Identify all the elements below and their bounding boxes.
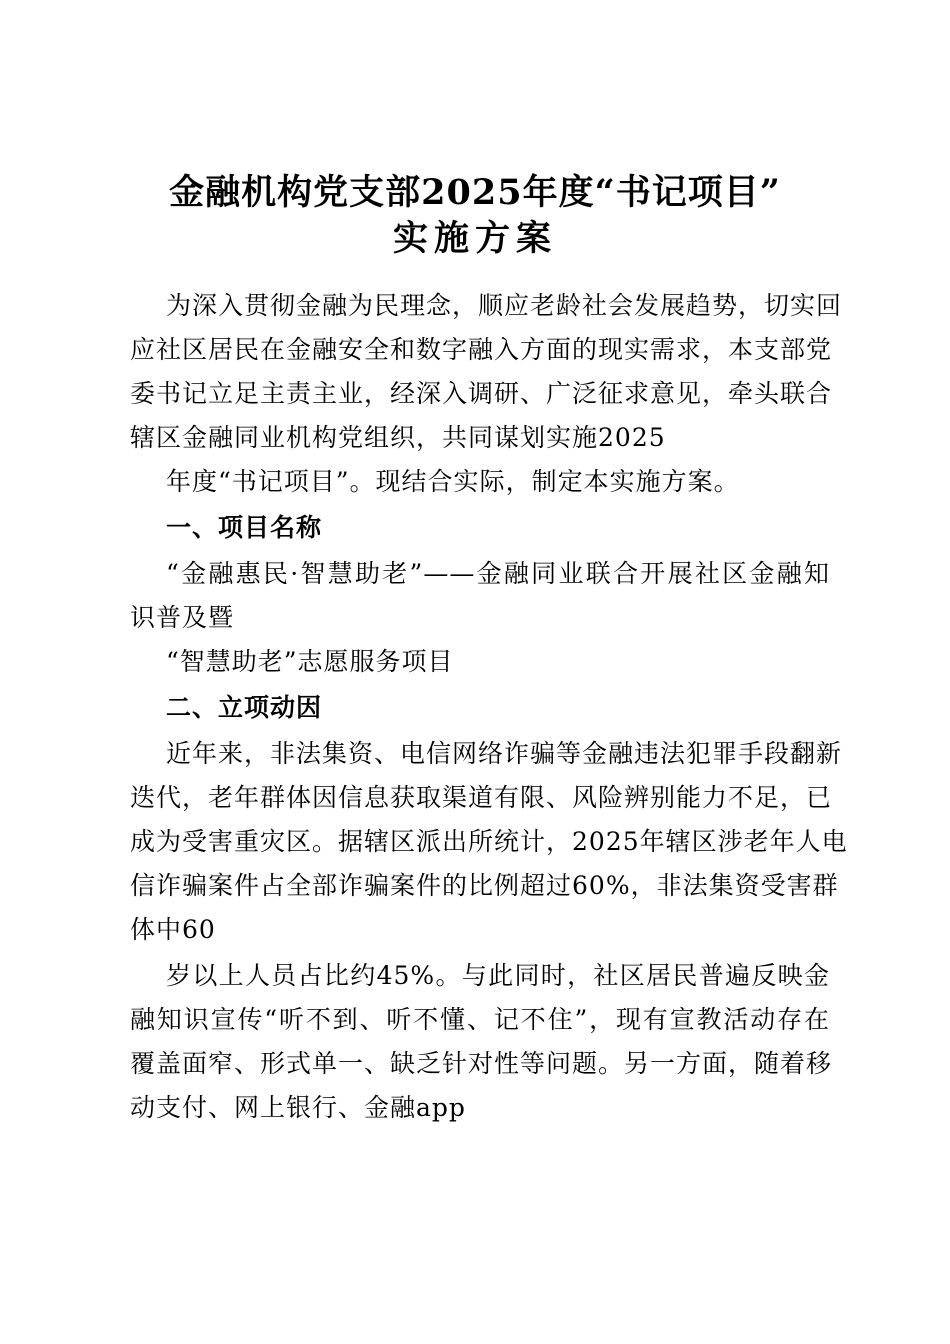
paragraph-line: 动支付、网上银行、金融app	[130, 1093, 466, 1122]
paragraph-line: 成为受害重灾区。据辖区派出所统计，2025年辖区涉老年人电	[130, 827, 848, 856]
paragraph-line: 识普及暨	[130, 603, 235, 632]
document-title-line-2: 实施方案	[392, 218, 557, 259]
paragraph-line: 融知识宣传“听不到、听不懂、记不住”，现有宣教活动存在	[130, 1005, 830, 1034]
paragraph-line: 迭代，老年群体因信息获取渠道有限、风险辨别能力不足，已	[130, 783, 833, 812]
paragraph-line: 应社区居民在金融安全和数字融入方面的现实需求，本支部党	[130, 335, 833, 364]
paragraph-line: 委书记立足主责主业，经深入调研、广泛征求意见，牵头联合	[130, 379, 833, 408]
paragraph-line: 年度“书记项目”。现结合实际，制定本实施方案。	[166, 467, 740, 496]
document-title-line-1: 金融机构党支部2025年度“书记项目”	[169, 172, 781, 213]
paragraph-line: 信诈骗案件占全部诈骗案件的比例超过60%，非法集资受害群	[130, 871, 839, 900]
paragraph-line: “智慧助老”志愿服务项目	[166, 647, 454, 676]
paragraph-line: 体中60	[130, 915, 216, 944]
paragraph-line: 岁以上人员占比约45%。与此同时，社区居民普遍反映金	[166, 961, 830, 990]
paragraph-line: 辖区金融同业机构党组织，共同谋划实施2025	[130, 423, 666, 452]
paragraph-line: 覆盖面窄、形式单一、缺乏针对性等问题。另一方面，随着移	[130, 1049, 833, 1078]
section-heading-project-name: 一、项目名称	[166, 513, 323, 542]
paragraph-line: 近年来，非法集资、电信网络诈骗等金融违法犯罪手段翻新	[166, 739, 843, 768]
paragraph-line: 为深入贯彻金融为民理念，顺应老龄社会发展趋势，切实回	[166, 291, 843, 320]
paragraph-line: “金融惠民·智慧助老”——金融同业联合开展社区金融知	[166, 559, 830, 588]
section-heading-rationale: 二、立项动因	[166, 693, 323, 722]
